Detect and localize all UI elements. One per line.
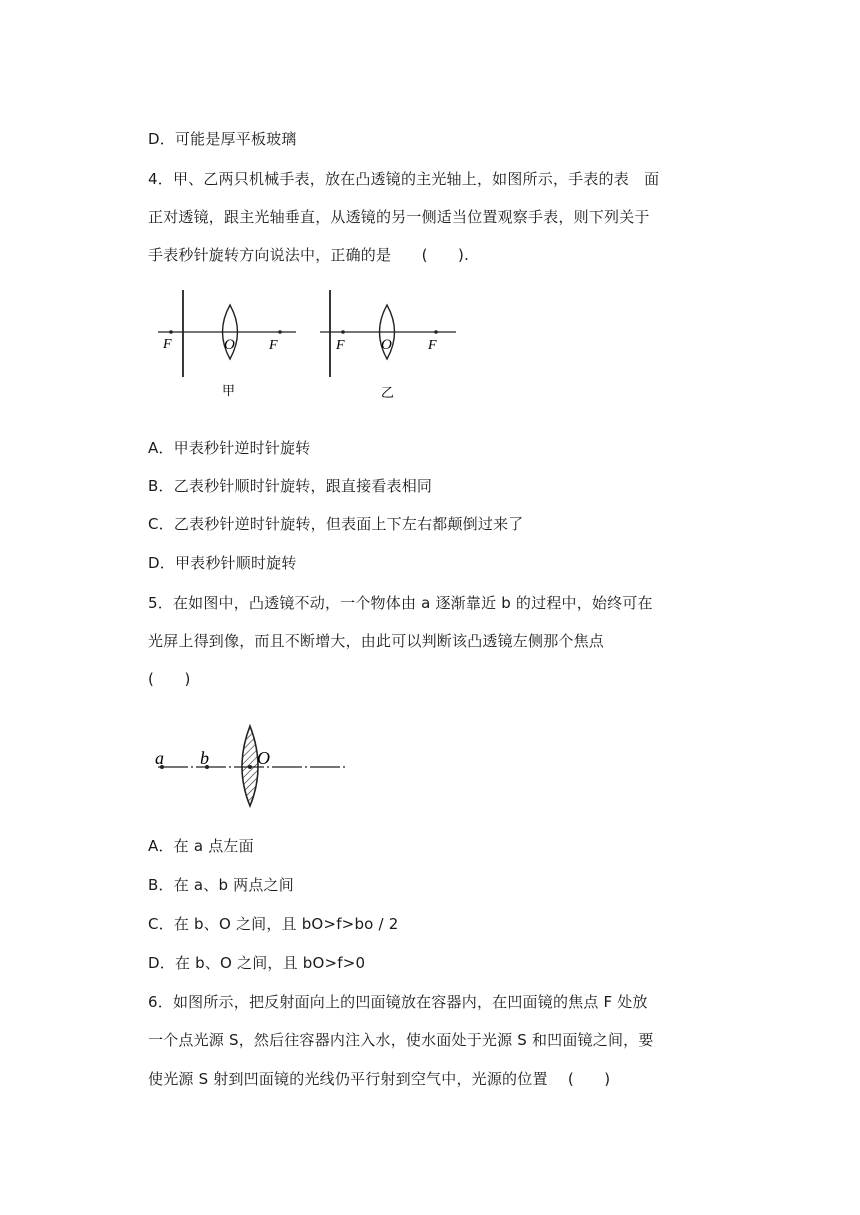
q6-stem-line-1: 6．如图所示，把反射面向上的凹面镜放在容器内，在凹面镜的焦点 F 处放 bbox=[148, 993, 648, 1011]
q4-figure-left bbox=[158, 290, 296, 398]
focus-label: F bbox=[163, 337, 172, 352]
q4-option-a: A．甲表秒针逆时针旋转 bbox=[148, 439, 311, 457]
q3-option-d: D．可能是厚平板玻璃 bbox=[148, 130, 297, 148]
q5-option-c: C．在 b、O 之间，且 bO>f>bo / 2 bbox=[148, 915, 399, 933]
focus-label: F bbox=[269, 338, 278, 353]
q5-stem-line-2: 光屏上得到像，而且不断增大，由此可以判断该凸透镜左侧那个焦点 bbox=[148, 632, 605, 650]
figure-caption: 甲 bbox=[222, 383, 236, 398]
q4-stem-line-1: 4．甲、乙两只机械手表，放在凸透镜的主光轴上，如图所示，手表的表 面 bbox=[148, 170, 660, 188]
q5-stem-line-1: 5．在如图中，凸透镜不动，一个物体由 a 逐渐靠近 b 的过程中，始终可在 bbox=[148, 594, 653, 612]
center-label: O bbox=[224, 337, 235, 353]
center-label: O bbox=[257, 748, 270, 768]
figure-caption: 乙 bbox=[381, 385, 395, 400]
point-b-label: b bbox=[200, 748, 209, 768]
q4-lens-diagram bbox=[150, 285, 470, 405]
focus-label: F bbox=[428, 338, 437, 353]
q4-figure-right bbox=[320, 290, 456, 400]
point-a-label: a bbox=[155, 748, 164, 768]
q6-stem-line-3: 使光源 S 射到凹面镜的光线仍平行射到空气中，光源的位置 ( ) bbox=[148, 1070, 611, 1088]
q4-stem-line-3: 手表秒针旋转方向说法中，正确的是 ( ). bbox=[148, 246, 470, 264]
q4-option-b: B．乙表秒针顺时针旋转，跟直接看表相同 bbox=[148, 477, 433, 495]
q6-stem-line-2: 一个点光源 S，然后往容器内注入水，使水面处于光源 S 和凹面镜之间，要 bbox=[148, 1031, 654, 1049]
focus-label: F bbox=[336, 338, 345, 353]
q4-option-c: C．乙表秒针逆时针旋转，但表面上下左右都颠倒过来了 bbox=[148, 515, 524, 533]
q4-option-d: D．甲表秒针顺时旋转 bbox=[148, 554, 297, 572]
center-label: O bbox=[381, 337, 392, 353]
q5-option-d: D．在 b、O 之间，且 bO>f>0 bbox=[148, 954, 366, 972]
q5-stem-line-3: ( ) bbox=[148, 670, 191, 688]
q5-lens-diagram bbox=[150, 722, 355, 810]
q5-option-b: B．在 a、b 两点之间 bbox=[148, 876, 294, 894]
q4-stem-line-2: 正对透镜，跟主光轴垂直，从透镜的另一侧适当位置观察手表，则下列关于 bbox=[148, 208, 650, 226]
q5-option-a: A．在 a 点左面 bbox=[148, 837, 254, 855]
